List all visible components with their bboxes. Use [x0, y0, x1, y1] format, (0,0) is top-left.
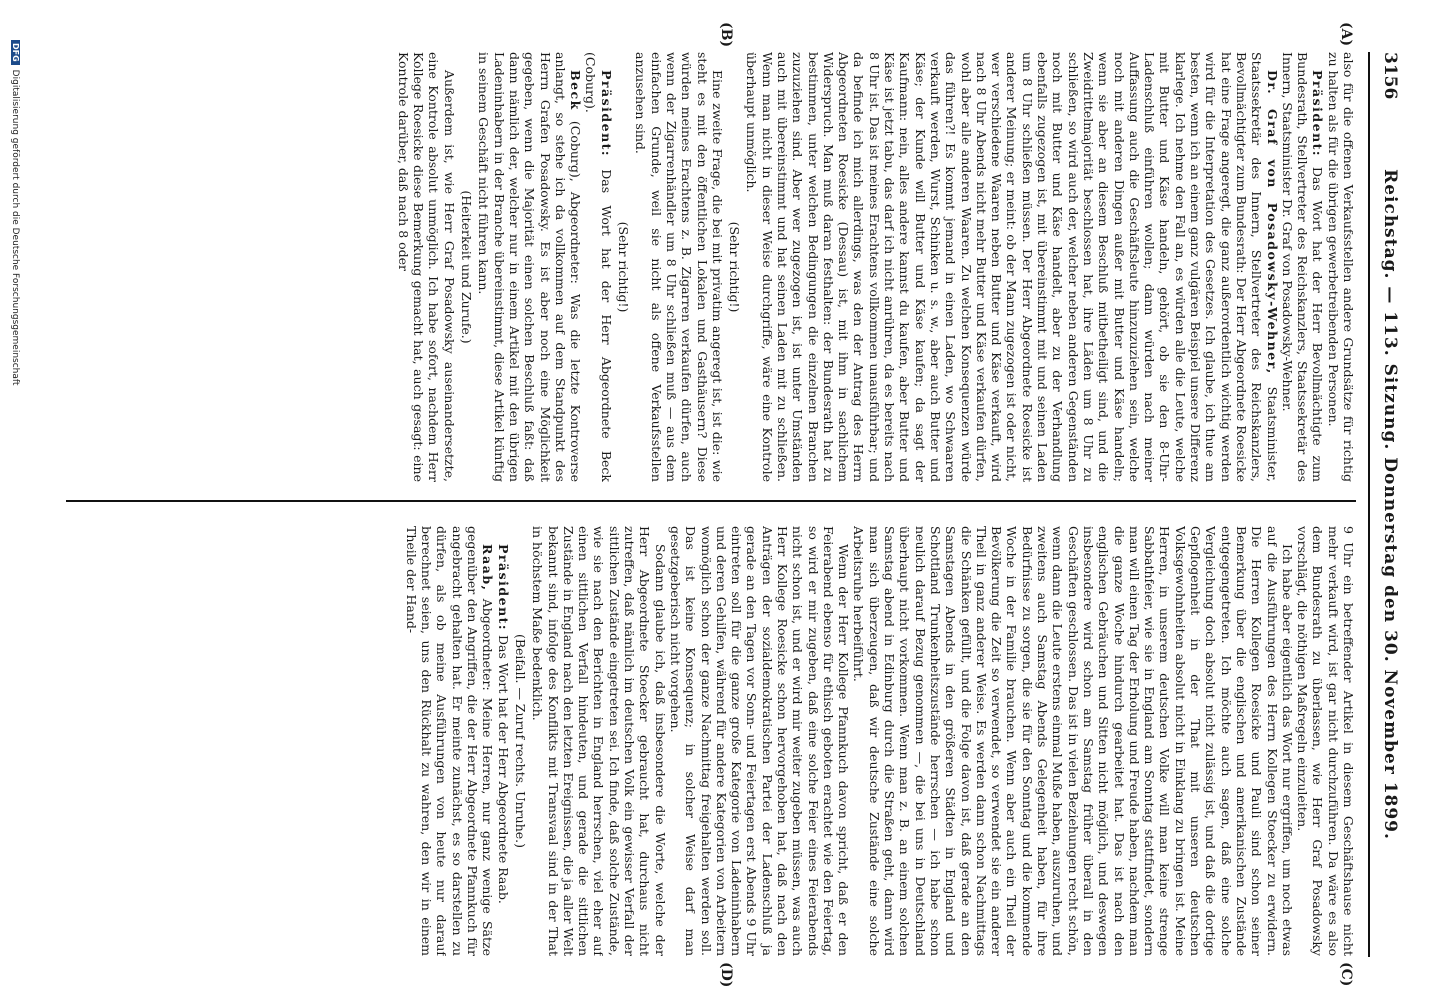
- footer-text: Digitalisierung gefördert durch die Deutsche Forschungsgemeinschaft: [10, 69, 20, 386]
- speaker-name: Präsident:: [1310, 70, 1326, 158]
- paragraph: Abgeordneter: Meine Herren, nur ganz wenige Sätze gegenüber den Angriffen, die der Herr Abgeordnete Pfannkuch für angebracht gehalten hat. Er meinte zunächst, es so darstellen zu dürfen, als ob meine Ausführungen von heute nur darauf berechnet seien, uns den Rückhalt zu wahren, den wir in einem Theile der Hand-: [403, 526, 496, 956]
- margin-letter-a: (A): [1338, 22, 1354, 47]
- running-head: Reichstag. — 113. Sitzung. Donnerstag den 30. November 1899.: [1380, 169, 1400, 840]
- speaker-name: Beck: [568, 70, 584, 111]
- column-divider: [66, 500, 1356, 502]
- dfg-logo: DFG: [11, 40, 20, 65]
- speaker-name: Präsident:: [495, 544, 511, 632]
- paragraph: Staatsminister, Staatssekretär des Innern, Stellvertreter des Reichskanzlers, Bevollmächtigter zum Bundesrath: Der Herr Abgeordnete Roesicke hat eine Frage angeregt, die ganz außerordentlich wichtig werden wird für die Interpretation des Gesetzes. Ich glaube, ich thue am besten, wenn ich an einem ganz vulgären Beispiel unsere Differenz klarlege. Ich nehme den Fall an, es würden alle die Leute, welche mit Butter und Käse handeln, gehört, ob sie den 8-Uhr-Ladenschluß einführen wollen; dann würden nach meiner Auffassung auch die Geschäftsleute hinzuzuziehen sein, welche noch mit anderen Dingen außer mit Butter und Käse handeln; wenn sie aber an diesem Beschluß mitbetheiligt sind, und die Zweidrittelmajorität beschlossen hat, ihre Läden um 8 Uhr zu schließen, so wird auch der, welcher neben anderen Gegenständen noch mit Butter und Käse handelt, aber zu der Verhandlung ebenfalls zugezogen ist, mit übereinstimmt mit und seinen Laden um 8 Uhr schließen müssen. Der Herr Abgeordnete Roesicke ist anderer Meinung; er meint: ob der Mann zugezogen ist oder nicht, wer verschiedene Waaren neben Butter und Käse verkauft, wird nach 8 Uhr Abends nicht mehr Butter und Käse verkaufen dürfen, wohl aber alle anderen Waaren. Zu welchen Konsequenzen würde das führen?! Es kommt jemand in einen Laden, wo Schwaaren verkauft werden, Wurst, Schinken u. s. w., aber auch Butter und Käse; der Kunde will Butter und Käse kaufen; da sagt der Kaufmann: nein, alles andere kannst du kaufen, aber Butter und Käse ist jetzt tabu, das darf ich nicht anrühren, da es bereits nach 8 Uhr ist. Das ist meines Erachtens vollkommen unausführbar; und da befinde ich mich allerdings, was den der Antrag des Herrn Abgeordneten Roesicke (Dessau) ist, mit ihm in sachlichem Widerspruch. Man muß daran festhalten: der Bundesrath hat zu bestimmen, unter welchen Bedingungen die einzelnen Branchen zuzuziehen sind. Aber wer zugezogen ist, ist unter Umständen auch mit übereinstimmt und hat seinen Laden mit zu schließen. Wenn man nicht in dieser Weise durchgriffe, wäre eine Kontrole überhaupt unmöglich.: [744, 52, 1280, 482]
- digitization-footer: [10, 40, 20, 385]
- speaker-name: Dr. Graf von Posadowsky-Wehner,: [1264, 70, 1280, 375]
- margin-letter-c: (C): [1338, 962, 1354, 987]
- paragraph: Ich habe aber eigentlich das Wort nur ergriffen, um noch etwas auf die Ausführungen des Herrn Kollegen Stoecker zu erwidern. Die Herren Kollegen Roesicke und Pauli sind schon seiner Bemerkung über die englischen und amerikanischen Zustände entgegengetreten. Ich möchte auch sagen, daß eine solche Vergleichung doch absolut nicht zulässig ist, und daß die dortige Gepflogenheit in der That mit unseren deutschen Volksgewohnheiten absolut nicht in Einklang zu bringen ist. Meine Herren, in unserem deutschen Volke will man keine strenge Sabbathfeier, wie sie in England am Sonntag stattfindet, sondern man will einen Tag der Erholung und Freude haben, nachdem man die ganze Woche hindurch gearbeitet hat. Das ist nach den englischen Gebräuchen und Sitten nicht möglich, und deswegen insbesondere wird schon am Samstag früher überall in den Geschäften geschlossen. Das ist in vielen Beziehungen recht schön, wenn dann die Leute erstens einmal Muße haben, auszuruhen, und zweitens auch Samstag Abends Gelegenheit haben, für ihre Bedürfnisse zu sorgen, die sie für den Sonntag und die kommende Woche in der Familie brauchen. Wenn aber auch ein Theil der Bevölkerung die Zeit so verwendet, so verwendet sie ein anderer Theil in ganz anderer Weise. Es werden dann schon Nachmittags die Schänken gefüllt, und die Folge davon ist, daß gerade an den Samstagen Abends in den größeren Städten in England und Schottland Trunkenheitszustände herrschen — ich habe schon neulich darauf Bezug genommen —, die bei uns in Deutschland überhaupt nicht vorkommen. Wenn man z. B. an einem solchen Samstag abend in Edinburg durch die Straßen geht, dann wird man sich überzeugen, daß wir deutsche Zustände eine solche Arbeitsruhe herbeiführt.: [851, 526, 1295, 956]
- margin-letter-b: (B): [718, 22, 734, 48]
- interjection: (Heiterkeit und Zurufe.): [459, 190, 475, 344]
- page-header: [1368, 52, 1402, 957]
- paragraph: Außerdem ist, wie Herr Graf Posadowsky auseinandersetzte, eine Kontrole absolut unmöglich. Ich habe sofort, nachdem Herr Kollege Roesicke diese Bemerkung gemacht hat, auch gesagt: eine Kontrole darüber, daß nach 8 oder: [395, 52, 457, 482]
- speaker-name: Raab,: [480, 544, 496, 592]
- paragraph: Eine zweite Frage, die bei mit privatim angeregt ist, ist die: wie steht es mit den öffentlichen Lokalen und Gasthäusern? Diese würden meines Erachtens z. B. Zigarren verkaufen dürfen, auch wenn der Zigarrenhändler um 8 Uhr schließen muß — aus dem einfachen Grunde, weil sie nicht als offene Verkaufsstellen anzusehen sind.: [633, 52, 725, 482]
- paragraph: also für die offenen Verkaufsstellen andere Grundsätze für richtig zu halten als für die übrigen gewerbetreibenden Personen.: [1325, 52, 1356, 482]
- paragraph: 9 Uhr ein betreffender Artikel in diesem Geschäftshause nicht mehr verkauft wird, ist gar nicht durchzuführen. Da wäre es also dem Bundesrath zu überlassen, wie Herr Graf Posadowsky vorschlägt, die nöthigen Maßregeln einzuleiten.: [1295, 526, 1356, 956]
- paragraph: Das Wort hat der Herr Bevollmächtigte zum Bundesrath, Stellvertreter des Reichskanzlers, Staatssekretär des Innern, Staatsminister Dr. Graf von Posadowsky-Wehner.: [1279, 52, 1326, 482]
- interjection: (Sehr richtig!): [616, 221, 632, 313]
- interjection: (Sehr richtig!): [727, 221, 743, 313]
- paragraph: Sodann glaube ich, daß insbesondere die Worte, welche der Herr Abgeordnete Stoecker gebraucht hat, durchaus nicht zutreffen, daß nämlich im deutschen Volk ein gewisser Verfall der sittlichen Zustände eingetreten sei. Ich finde, daß solche Zustände, wie sie nach den Berichten in England herrschen, viel eher auf einen sittlichen Verfall hindeuten, und gerade die sittlichen Zustände in England nach den letzten Ereignissen, die ja aller Welt bekannt sind, infolge des Konflikts mit Transvaal sind in der That in höchstem Maße bedenklich.: [530, 526, 668, 956]
- margin-letter-d: (D): [718, 962, 734, 988]
- right-column: [86, 526, 1356, 956]
- speaker-name: Präsident:: [598, 70, 614, 158]
- paragraph: Wenn der Herr Kollege Pfannkuch davon spricht, daß er den Feierabend ebenso für ethisch geboten erachtet wie den Feiertag, so wird er mir zugeben, daß eine solche Feier eines Feierabends nicht schon ist, und er wird mir weiter zugeben müssen, was auch Herr Kollege Roesicke schon hervorgehoben hat, daß nach den Anträgen der sozialdemokratischen Partei der Ladenschluß ja gerade an den Tagen vor Sonn- und Feiertagen erst Abends 9 Uhr eintreten soll für die ganze große Kategorie von Ladeninhabern und deren Gehilfen, während für andere Kategorien von Arbeitern womöglich schon der ganze Nachmittag freigehalten werden soll. Das ist keine Konsequenz; in solcher Weise darf man gesetzgeberisch nicht vorgehen.: [667, 526, 852, 956]
- left-column: [86, 52, 1356, 482]
- page-number: 3156: [1380, 52, 1400, 100]
- paragraph: Das Wort hat der Herr Abgeordnete Beck (Coburg).: [583, 52, 614, 482]
- interjection: (Beifall. — Zuruf rechts. Unruhe.): [512, 633, 528, 849]
- paragraph: (Coburg), Abgeordneter: Was die letzte Kontroverse anlangt, so stehe ich da vollkommen auf dem Standpunkt des Herrn Grafen Posadowsky. Es ist aber noch eine Möglichkeit gegeben, wenn die Majorität einen solchen Beschluß faßt: daß dann nämlich der, welcher nur in einem Artikel mit den übrigen Ladeninhabern in der Branche übereinstimmt, diese Artikel künftig in seinem Geschäft nicht führen kann.: [476, 52, 584, 482]
- paragraph: Das Wort hat der Herr Abgeordnete Raab.: [495, 635, 511, 904]
